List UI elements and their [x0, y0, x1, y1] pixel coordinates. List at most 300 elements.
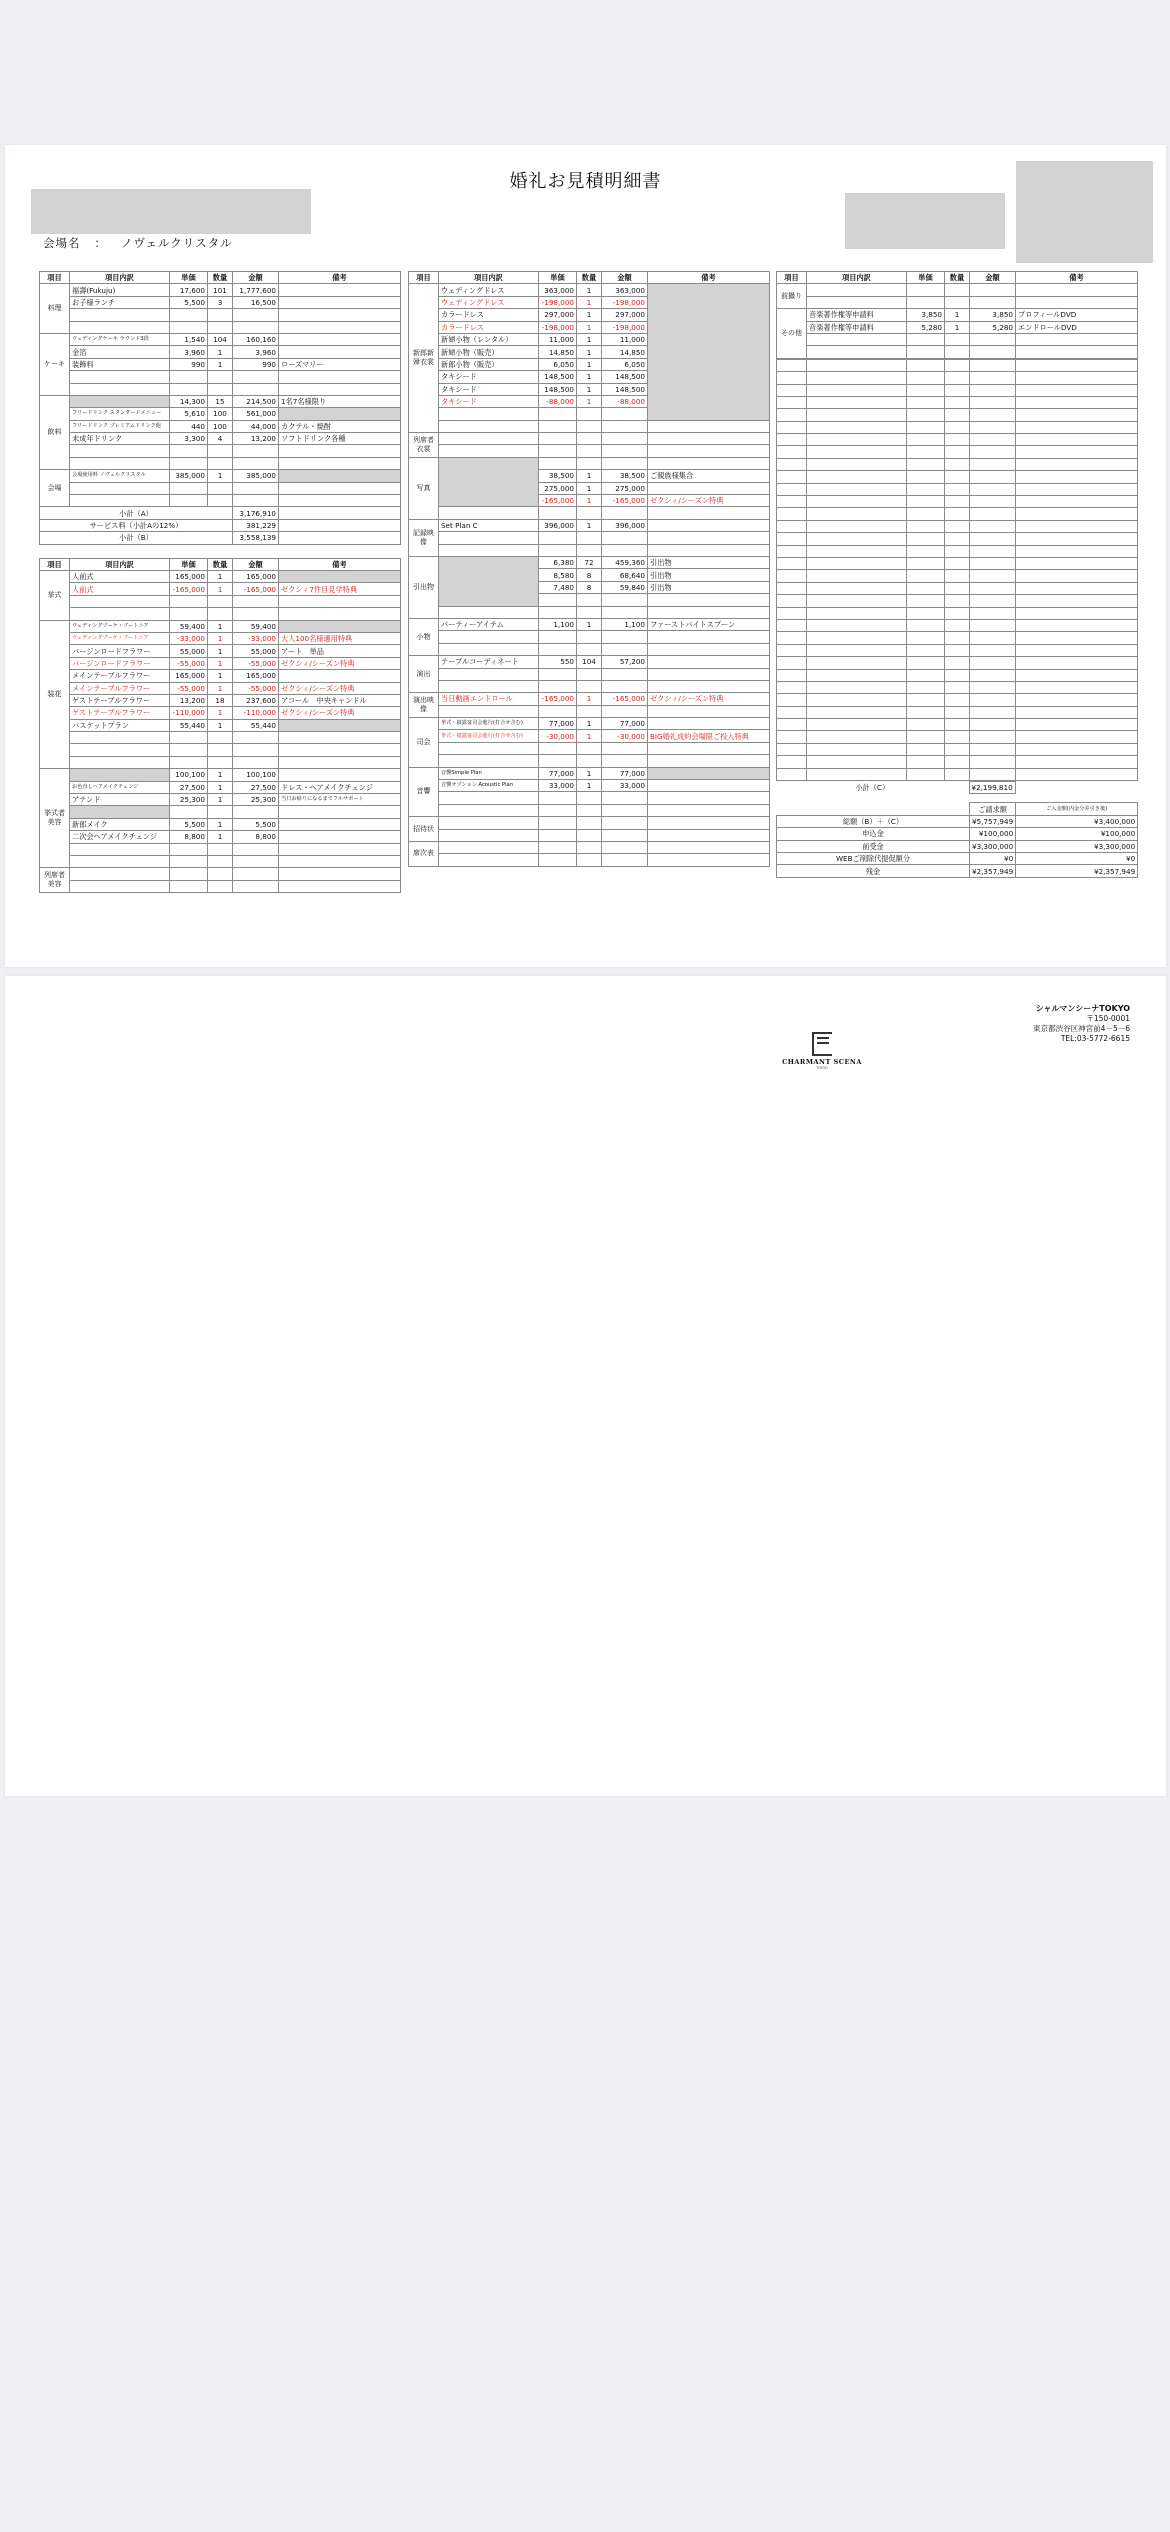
row-unit: -110,000 — [170, 707, 208, 719]
row-qty: 104 — [577, 656, 602, 668]
category-cell: 記録映像 — [409, 519, 439, 556]
row-note-redacted — [648, 284, 770, 420]
header-note: 備考 — [279, 272, 401, 284]
table-row — [409, 507, 770, 519]
venue-separator: ： — [94, 236, 107, 250]
row-unit: 14,850 — [539, 346, 577, 358]
row-unit: 77,000 — [539, 718, 577, 730]
summary-row — [777, 852, 1138, 864]
table-row — [40, 620, 401, 632]
header-desc: 項目内訳 — [70, 558, 170, 570]
table-row — [40, 831, 401, 843]
row-desc: 福壽(Fukuju) — [70, 284, 170, 296]
row-amount: 44,000 — [233, 420, 279, 432]
row-amount: -165,000 — [602, 495, 648, 507]
table-row — [40, 694, 401, 706]
row-note — [648, 656, 770, 668]
row-amount: 77,000 — [602, 718, 648, 730]
row-unit: 14,300 — [170, 395, 208, 407]
summary-label: 前受金 — [777, 840, 970, 852]
table-row — [40, 383, 401, 395]
estimate-page-2 — [5, 976, 1166, 1796]
table-header — [409, 272, 770, 284]
row-amount: -165,000 — [233, 583, 279, 595]
row-qty: 1 — [577, 296, 602, 308]
row-qty: 4 — [208, 433, 233, 445]
table-row — [777, 632, 1138, 644]
row-qty: 1 — [577, 718, 602, 730]
row-note: 引出物 — [648, 581, 770, 593]
summary-paid: ¥3,400,000 — [1016, 815, 1138, 827]
table-row — [777, 396, 1138, 408]
table-row — [777, 333, 1138, 345]
table-row — [409, 606, 770, 618]
row-amount: 38,500 — [602, 470, 648, 482]
category-cell: 新郎新婦衣裳 — [409, 284, 439, 433]
header-unit: 単価 — [907, 272, 945, 284]
row-desc: ゲストテーブルフラワー — [70, 694, 170, 706]
row-desc-redacted — [439, 457, 539, 507]
row-unit: -55,000 — [170, 657, 208, 669]
table-row — [40, 482, 401, 494]
row-note: ご親族様集合 — [648, 470, 770, 482]
category-cell: 列席者衣裳 — [409, 433, 439, 458]
row-amount: 68,640 — [602, 569, 648, 581]
row-unit: 27,500 — [170, 781, 208, 793]
category-cell: 飲料 — [40, 395, 70, 469]
table-row — [40, 707, 401, 719]
row-qty: 1 — [208, 794, 233, 806]
table-row — [409, 730, 770, 742]
logo-name: CHARMANT SCENA — [782, 1058, 862, 1066]
table-row — [777, 669, 1138, 681]
row-note-redacted — [648, 767, 770, 779]
row-desc: 新婦小物（販売） — [439, 346, 539, 358]
table-row — [409, 556, 770, 568]
header-note: 備考 — [1016, 272, 1138, 284]
row-qty: 1 — [208, 707, 233, 719]
category-cell: 演出映像 — [409, 693, 439, 718]
row-qty: 1 — [208, 831, 233, 843]
subtotal-a-row — [40, 507, 401, 519]
row-unit: 396,000 — [539, 519, 577, 531]
row-desc: タキシード — [439, 371, 539, 383]
table-row — [777, 545, 1138, 557]
table-row — [409, 433, 770, 445]
table-row — [40, 806, 401, 818]
row-note-redacted — [279, 408, 401, 420]
summary-table — [776, 802, 1138, 877]
row-desc: 装飾料 — [70, 358, 170, 370]
row-note — [648, 482, 770, 494]
row-qty: 101 — [208, 284, 233, 296]
row-qty: 1 — [577, 470, 602, 482]
row-qty: 1 — [577, 346, 602, 358]
row-unit: 165,000 — [170, 570, 208, 582]
row-qty: 1 — [208, 657, 233, 669]
summary-billed: ¥3,300,000 — [970, 840, 1016, 852]
row-qty: 1 — [208, 682, 233, 694]
summary-row — [777, 815, 1138, 827]
row-unit: 5,610 — [170, 408, 208, 420]
row-unit: -165,000 — [539, 693, 577, 705]
row-desc: バージンロードフラワー — [70, 657, 170, 669]
row-unit: 33,000 — [539, 780, 577, 792]
row-unit: 1,100 — [539, 618, 577, 630]
header-qty: 数量 — [577, 272, 602, 284]
logo-sub: TOKYO — [816, 1066, 828, 1070]
table-row — [777, 657, 1138, 669]
row-amount: 55,000 — [233, 645, 279, 657]
table-row — [409, 532, 770, 544]
row-qty: 1 — [577, 321, 602, 333]
table-row — [40, 781, 401, 793]
table-row — [409, 804, 770, 816]
row-desc: パーティーアイテム — [439, 618, 539, 630]
row-amount: 55,440 — [233, 719, 279, 731]
row-note — [648, 718, 770, 730]
row-qty: 3 — [208, 296, 233, 308]
row-unit: 440 — [170, 420, 208, 432]
service-label: サービス料（小計Aの12%） — [40, 519, 233, 531]
summary-paid: ¥2,357,949 — [1016, 865, 1138, 877]
table-row — [409, 445, 770, 457]
row-qty: 8 — [577, 569, 602, 581]
row-desc: 未成年ドリンク — [70, 433, 170, 445]
subtotal-c-label: 小計（C） — [855, 783, 890, 793]
row-qty: 1 — [208, 570, 233, 582]
table-row — [777, 743, 1138, 755]
row-desc: カラードレス — [439, 309, 539, 321]
row-note: カクテル・焼酎 — [279, 420, 401, 432]
table-row — [40, 395, 401, 407]
summary-header-paid: ご入金額(内金分差引き後) — [1016, 803, 1138, 815]
row-unit: 165,000 — [170, 670, 208, 682]
row-note — [279, 333, 401, 345]
table-row — [409, 742, 770, 754]
row-amount: 16,500 — [233, 296, 279, 308]
table-row — [409, 829, 770, 841]
table-row — [777, 309, 1138, 321]
header-desc: 項目内訳 — [70, 272, 170, 284]
venue-name: ノヴェルクリスタル — [121, 236, 233, 250]
row-unit: 6,380 — [539, 556, 577, 568]
row-note — [648, 780, 770, 792]
table-row — [40, 420, 401, 432]
row-unit: 363,000 — [539, 284, 577, 296]
table-row — [777, 434, 1138, 446]
header-note: 備考 — [648, 272, 770, 284]
row-desc: ウェディングブーケ・ブートニア — [70, 620, 170, 632]
row-qty: 1 — [577, 693, 602, 705]
row-unit: 7,480 — [539, 581, 577, 593]
row-note: 1名7名様限り — [279, 395, 401, 407]
row-qty: 1 — [577, 309, 602, 321]
row-desc: バスケットプラン — [70, 719, 170, 731]
logo-mark-icon — [812, 1032, 832, 1056]
row-unit: 990 — [170, 358, 208, 370]
row-desc: 人前式 — [70, 583, 170, 595]
row-amount: 77,000 — [602, 767, 648, 779]
row-unit: 55,000 — [170, 645, 208, 657]
row-desc-redacted — [70, 395, 170, 407]
category-cell: 音響 — [409, 767, 439, 817]
table-row — [40, 570, 401, 582]
row-amount: 214,500 — [233, 395, 279, 407]
table-row — [40, 445, 401, 457]
header-item: 項目 — [40, 558, 70, 570]
row-unit: 13,200 — [170, 694, 208, 706]
header-item: 項目 — [777, 272, 807, 284]
table-row — [777, 446, 1138, 458]
document-title: 婚礼お見積明細書 — [509, 171, 662, 192]
summary-header-billed: ご請求額 — [970, 803, 1016, 815]
category-cell: 挙式 — [40, 570, 70, 620]
row-amount: -198,000 — [602, 296, 648, 308]
row-desc: フリードリンク スタンダードメニュー — [70, 408, 170, 420]
table-row — [777, 694, 1138, 706]
header-amount: 金額 — [970, 272, 1016, 284]
row-amount: 8,800 — [233, 831, 279, 843]
table-row — [777, 384, 1138, 396]
row-qty: 1 — [945, 321, 970, 333]
row-amount: 148,500 — [602, 371, 648, 383]
table-row — [409, 631, 770, 643]
category-cell: 会場 — [40, 470, 70, 507]
row-qty: 1 — [208, 583, 233, 595]
category-cell: その他 — [777, 309, 807, 359]
table-row — [777, 296, 1138, 308]
row-qty: 1 — [208, 632, 233, 644]
row-desc: 挙式・披露宴司会進行(打合せ含む) — [439, 718, 539, 730]
header-qty: 数量 — [208, 272, 233, 284]
table-row — [40, 408, 401, 420]
category-cell: 招待状 — [409, 817, 439, 842]
row-amount: 396,000 — [602, 519, 648, 531]
table-row — [409, 519, 770, 531]
row-qty: 1 — [577, 767, 602, 779]
row-note: ゼクシィ/シーズン特典 — [648, 693, 770, 705]
subtotal-a-value: 3,176,910 — [233, 507, 279, 519]
row-qty: 18 — [208, 694, 233, 706]
table-row — [777, 346, 1138, 358]
row-unit: -30,000 — [539, 730, 577, 742]
row-qty: 1 — [577, 495, 602, 507]
row-amount: 3,960 — [233, 346, 279, 358]
left-table-upper — [39, 271, 401, 545]
row-desc: ウェディングブーケ・ブートニア — [70, 632, 170, 644]
row-amount: 59,400 — [233, 620, 279, 632]
row-note: アート 単品 — [279, 645, 401, 657]
category-cell: 列席者美容 — [40, 868, 70, 893]
table-row — [409, 767, 770, 779]
row-note: 引出物 — [648, 569, 770, 581]
row-amount: 5,280 — [970, 321, 1016, 333]
row-qty: 1 — [208, 670, 233, 682]
table-row — [409, 618, 770, 630]
row-desc: ゲストテーブルフラワー — [70, 707, 170, 719]
row-unit: 59,400 — [170, 620, 208, 632]
row-desc: メインテーブルフラワー — [70, 670, 170, 682]
row-note — [279, 346, 401, 358]
left-table-lower — [39, 558, 401, 894]
row-unit: 25,300 — [170, 794, 208, 806]
row-desc: 二次会ヘアメイクチェンジ — [70, 831, 170, 843]
row-qty: 1 — [577, 383, 602, 395]
table-row — [40, 346, 401, 358]
row-desc-redacted — [439, 556, 539, 606]
row-desc: お色直しヘアメイクチェンジ — [70, 781, 170, 793]
row-note: ファーストバイトスプーン — [648, 618, 770, 630]
table-row — [777, 619, 1138, 631]
row-amount: 100,100 — [233, 769, 279, 781]
row-note — [279, 284, 401, 296]
table-row — [777, 719, 1138, 731]
row-amount: 165,000 — [233, 570, 279, 582]
right-table — [776, 271, 1138, 359]
table-row — [409, 693, 770, 705]
company-tel: TEL:03-5772-6615 — [1060, 1034, 1130, 1043]
table-row — [777, 706, 1138, 718]
row-qty: 1 — [577, 371, 602, 383]
subtotal-a-label: 小計（A） — [40, 507, 233, 519]
table-row — [40, 321, 401, 333]
redacted-block — [31, 189, 311, 234]
table-row — [40, 670, 401, 682]
table-row — [777, 756, 1138, 768]
category-cell: 料理 — [40, 284, 70, 334]
row-qty: 1 — [577, 482, 602, 494]
row-qty: 100 — [208, 420, 233, 432]
row-note: プロフィールDVD — [1016, 309, 1138, 321]
row-note: ゼクシィ/シーズン特典 — [279, 707, 401, 719]
table-row — [40, 880, 401, 892]
brand-logo — [777, 1032, 867, 1070]
row-unit: 385,000 — [170, 470, 208, 482]
row-qty: 104 — [208, 333, 233, 345]
table-row — [40, 470, 401, 482]
table-row — [409, 841, 770, 853]
row-qty: 1 — [208, 769, 233, 781]
summary-billed: ¥2,357,949 — [970, 865, 1016, 877]
table-row — [40, 632, 401, 644]
table-header — [40, 558, 401, 570]
row-amount: -88,000 — [602, 395, 648, 407]
row-desc: アテンド — [70, 794, 170, 806]
header-unit: 単価 — [539, 272, 577, 284]
row-amount: -30,000 — [602, 730, 648, 742]
table-row — [777, 508, 1138, 520]
table-row — [777, 768, 1138, 780]
row-desc: テーブルコーディネート — [439, 656, 539, 668]
row-unit: 17,600 — [170, 284, 208, 296]
row-qty: 8 — [577, 581, 602, 593]
category-cell: 引出物 — [409, 556, 439, 618]
row-note-redacted — [279, 470, 401, 482]
row-amount: 385,000 — [233, 470, 279, 482]
table-row — [40, 309, 401, 321]
subtotal-b-row — [40, 532, 401, 544]
table-row — [777, 582, 1138, 594]
middle-column — [408, 271, 770, 867]
row-note: アコール 中央キャンドル — [279, 694, 401, 706]
row-amount: 11,000 — [602, 333, 648, 345]
table-row — [409, 854, 770, 866]
row-amount: 275,000 — [602, 482, 648, 494]
subtotal-c-table — [776, 781, 1137, 794]
subtotal-c-value: ¥2,199,810 — [969, 782, 1015, 794]
row-unit: 297,000 — [539, 309, 577, 321]
header-desc: 項目内訳 — [807, 272, 907, 284]
row-qty: 1 — [577, 730, 602, 742]
row-qty: 1 — [577, 333, 602, 345]
table-row — [40, 583, 401, 595]
table-row — [40, 457, 401, 469]
row-unit: 6,050 — [539, 358, 577, 370]
row-amount: 363,000 — [602, 284, 648, 296]
venue-line — [43, 235, 247, 251]
row-unit: 8,800 — [170, 831, 208, 843]
table-row — [777, 284, 1138, 296]
table-row — [777, 731, 1138, 743]
row-note-redacted — [279, 620, 401, 632]
row-qty: 1 — [577, 284, 602, 296]
row-unit: 3,850 — [907, 309, 945, 321]
row-desc: バージンロードフラワー — [70, 645, 170, 657]
table-row — [40, 296, 401, 308]
row-amount: -55,000 — [233, 682, 279, 694]
table-row — [40, 371, 401, 383]
summary-row — [777, 840, 1138, 852]
category-cell: 装花 — [40, 620, 70, 769]
category-cell: 小物 — [409, 618, 439, 655]
table-row — [777, 644, 1138, 656]
row-unit: 5,500 — [170, 818, 208, 830]
row-amount: -33,000 — [233, 632, 279, 644]
left-column — [39, 271, 401, 893]
row-desc: 金箔 — [70, 346, 170, 358]
row-amount: 14,850 — [602, 346, 648, 358]
company-address: 東京都渋谷区神宮前4－5－6 — [1033, 1024, 1130, 1033]
row-qty: 1 — [208, 470, 233, 482]
row-note: ドレス・ヘアメイクチェンジ — [279, 781, 401, 793]
row-unit: 148,500 — [539, 383, 577, 395]
table-row — [409, 457, 770, 469]
table-row — [777, 471, 1138, 483]
redacted-block — [845, 193, 1005, 249]
row-unit: 3,300 — [170, 433, 208, 445]
header-amount: 金額 — [233, 558, 279, 570]
middle-table — [408, 271, 770, 867]
row-amount: 25,300 — [233, 794, 279, 806]
table-row — [40, 657, 401, 669]
right-blank-grid — [776, 359, 1138, 781]
subtotal-c-row — [776, 782, 1137, 794]
table-row — [40, 756, 401, 768]
table-row — [777, 520, 1138, 532]
row-qty: 1 — [208, 719, 233, 731]
row-desc: ウェディングケーキ ラウンド3段 — [70, 333, 170, 345]
row-amount: -198,000 — [602, 321, 648, 333]
summary-label: 申込金 — [777, 828, 970, 840]
table-row — [777, 458, 1138, 470]
row-amount: 990 — [233, 358, 279, 370]
table-row — [40, 595, 401, 607]
row-unit: 1,540 — [170, 333, 208, 345]
row-unit: 275,000 — [539, 482, 577, 494]
category-cell: 写真 — [409, 457, 439, 519]
row-amount: -110,000 — [233, 707, 279, 719]
